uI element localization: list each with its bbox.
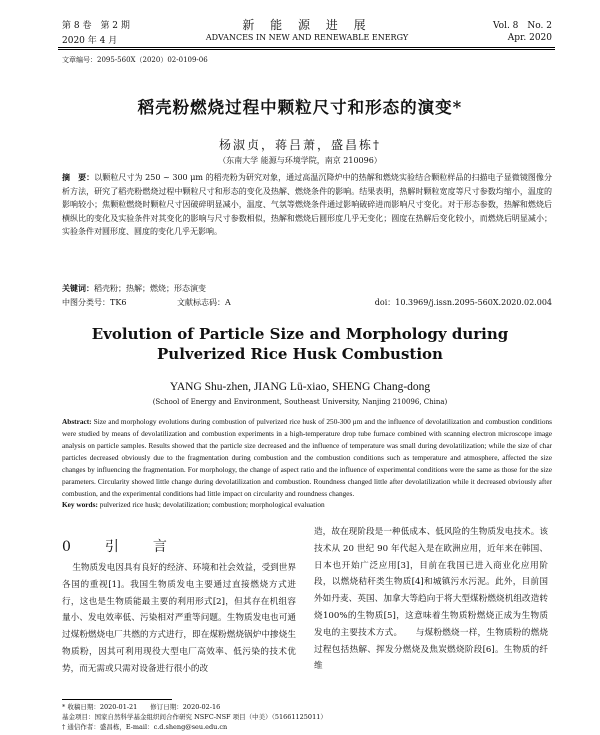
footnote-rule bbox=[62, 699, 172, 700]
keywords-en-text: pulverized rice husk; devolatilization; combustion; morphological evaluation bbox=[99, 500, 325, 509]
title-en-line2: Pulverized Rice Husk Combustion bbox=[157, 345, 443, 363]
abstract-cn-label: 摘 要： bbox=[62, 172, 95, 182]
classification-row bbox=[62, 297, 552, 308]
abstract-en-label: Abstract: bbox=[62, 417, 92, 426]
issue-cn: 第 8 卷 第 2 期 bbox=[62, 21, 130, 31]
journal-name-cn: 新 能 源 进 展 bbox=[242, 18, 372, 32]
header-rule-thin bbox=[58, 49, 555, 50]
body-column-right bbox=[314, 524, 548, 724]
authors-cn: 杨淑贞，蒋吕萧，盛昌栋† bbox=[218, 138, 381, 152]
header-rule-thick bbox=[58, 47, 555, 48]
abstract-en-text: Size and morphology evolutions during combustion of pulverized rice husk of 250-300 μm and the influence of devolatilization and combustion conditions were studied by means of devolatilization and combustion experiments in a high-temperature drop tube furnace combined with scanning electron microscope image analysis on particle samples. Results showed that the particle size decreased and the influence of temperature was small during devolatilization; while the size of char particles decreased obviously due to the fragmentation during combustion and the combustion conditions such as temperature and atmosphere, affected the size changes by influencing the fragmentation. For morphology, the change of aspect ratio and the influence of experimental conditions were the same as those for the size parameters. Circularity showed little change during devolatilization and combustion. Roundness changed little after devolatilization while it decreased obviously after combustion, and the experimental conditions had little impact on circularity and roundness changes. bbox=[62, 417, 552, 498]
clc-label: 中图分类号： bbox=[62, 298, 110, 307]
date-en: Apr. 2020 bbox=[507, 33, 552, 43]
body-text-right: 造，故在现阶段是一种低成本、低风险的生物质发电技术。该技术从 20 世纪 90 年代起入是在欧洲应用，近年来在韩国、日本也开始广泛应用[3]，目前在我国已进入商业化应用阶段，以燃烧秸秆类生物质[4]和城镇污水污泥。此外，目前国外如丹麦、英国、加拿大等趋向于将大型煤粉燃烧机组改造转烧100%的生物质[5]，这意味着生物质粉燃烧正成为生物质发电的主要技术方式。 与煤粉燃烧一样，生物质粉的燃烧过程包括热解、挥发分燃烧及焦炭燃烧阶段[6]。生物质的纤维 bbox=[314, 527, 548, 672]
authors-en: YANG Shu-zhen, JIANG Lü-xiao, SHENG Chang-dong bbox=[169, 381, 431, 393]
affiliation-cn: （东南大学 能源与环境学院，南京 210096） bbox=[218, 156, 382, 165]
clc-value: TK6 bbox=[110, 298, 127, 307]
keywords-cn bbox=[62, 283, 206, 294]
section-heading: 0 引 言 bbox=[62, 539, 177, 555]
footnote-fund: 基金项目：国家自然科学基金组织间合作研究 NSFC-NSF 项目（中美）（51661125011） bbox=[62, 713, 327, 721]
article-number: 文章编号：2095-560X（2020）02-0109-06 bbox=[62, 56, 208, 64]
keywords-cn-text: 稻壳粉；热解；燃烧；形态演变 bbox=[94, 284, 206, 293]
doi-label: doi： bbox=[374, 298, 396, 307]
footnote-corresponding: † 通信作者：盛昌栋，E-mail：c.d.sheng@seu.edu.cn bbox=[62, 723, 228, 731]
journal-name-en: ADVANCES IN NEW AND RENEWABLE ENERGY bbox=[205, 33, 409, 42]
volume-en: Vol. 8 No. 2 bbox=[492, 21, 552, 31]
footnote-received: * 收稿日期：2020-01-21 修订日期：2020-02-16 bbox=[62, 703, 221, 711]
date-cn: 2020 年 4 月 bbox=[62, 36, 118, 46]
title-en-line1: Evolution of Particle Size and Morphology during bbox=[91, 325, 509, 343]
abstract-cn-text: 以颗粒尺寸为 250 ~ 300 μm 的稻壳粉为研究对象，通过高温沉降炉中的热解和燃烧实验结合颗粒样品的扫描电子显微镜图像分析方法，研究了稻壳粉燃烧过程中颗粒尺寸和形态的变化及热解、燃烧条件的影响。结果表明，热解时颗粒宽度等尺寸参数均缩小，温度的影响较小；焦颗粒燃烧时颗粒尺寸因破碎明显减小，温度、气氛等燃烧条件通过影响破碎进而影响尺寸变化。对于形态参数，热解和燃烧后横纵比的变化及实验条件对其变化的影响与尺寸参数相似，热解和燃烧后圆形度几乎无变化；圆度在热解后变化较小，而燃烧后明显减小；实验条件对圆形度、圆度的变化几乎无影响。 bbox=[62, 173, 552, 237]
title-en bbox=[0, 324, 600, 364]
affiliation-en: (School of Energy and Environment, Southeast University, Nanjing 210096, China) bbox=[152, 398, 448, 406]
title-cn: 稻壳粉燃烧过程中颗粒尺寸和形态的演变* bbox=[137, 98, 463, 117]
keywords-en bbox=[62, 500, 325, 509]
doc-code-value: A bbox=[225, 298, 231, 307]
doi-link[interactable]: 10.3969/j.issn.2095-560X.2020.02.004 bbox=[395, 298, 552, 307]
doc-code-label: 文献标志码： bbox=[177, 298, 225, 307]
keywords-cn-label: 关键词： bbox=[62, 283, 94, 293]
abstract-cn bbox=[62, 171, 552, 279]
keywords-en-label: Key words: bbox=[62, 500, 98, 509]
body-text-left: 生物质发电因具有良好的经济、环境和社会效益，受到世界各国的重视[1]。我国生物质发电主要通过直接燃烧方式进行，这也是生物质能最主要的利用形式[2]，但其存在机组容量小、发电效率低、污染相对严重等问题。生物质发电也可通过煤粉燃烧电厂共燃的方式进行，即在煤粉燃烧锅炉中掺烧生物质粉，因其可利用现役大型电厂高效率、低污染的技术优势，而无需或只需对设备进行很小的改 bbox=[62, 563, 296, 674]
abstract-en bbox=[62, 416, 552, 500]
